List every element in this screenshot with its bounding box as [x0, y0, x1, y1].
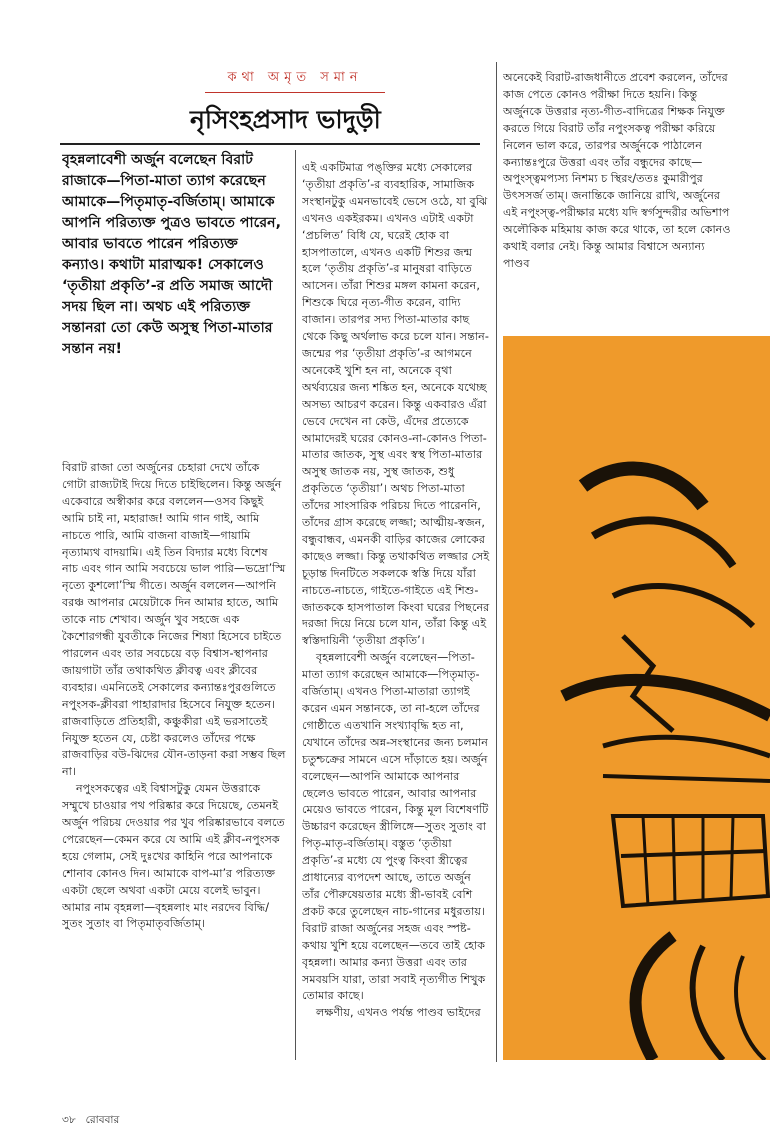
art-stroke [736, 956, 765, 1060]
art-stroke [643, 816, 733, 906]
art-stroke [603, 737, 770, 756]
column-divider [496, 62, 497, 1062]
paragraph: নপুংসকত্বের এই বিশ্বাসটুকু যেমন উত্তরাকে সম্মুখে চাওয়ার পথ পরিষ্কার করে দিয়েছে, তেমনই অর্জুন পরিচয় দেওয়ার পর খুব পরিষ্কারভাবে বলতে পেরেছেন—কেমন করে যে আমি এই ক্লীব-নপুংসক হয়ে গেলাম, সেই দুঃখের কাহিনি পরে আপনাকে শোনাব কোনও দিন। আমাকে বাপ-মা’র পরিত্যক্ত একটা ছেলে অথবা একটা মেয়ে বলেই ভাবুন। আমার নাম বৃহন্নলা—বৃহন্নলাং মাং নরদেব বিদ্ধি/সুতং সুতাং বা পিতৃমাতৃবর্জিতাম্। [62, 782, 285, 931]
paragraph: বিরাট রাজা তো অর্জুনের চেহারা দেখে তাঁকে গোটা রাজ্যটাই দিয়ে দিতে চাইছিলেন। কিন্তু অর্জুন একেবারে অস্বীকার করে বললেন—ওসব কিছুই আমি চাই না, মহারাজ! আমি গান গাই, আমি নাচতে পারি, আমি বাজনা বাজাই—গায়ামি নৃত্যাম্যথ বাদয়ামি। এই তিন বিদ্যার মধ্যে বিশেষ নাচ এবং গান আমি সবচেয়ে ভাল পারি—ভদ্রো’স্মি নৃত্যে কুশলো’স্মি গীতে। অর্জুন বললেন—আপনি বরঞ্চ আপনার মেয়েটাকে দিন আমার হাতে, আমি তাকে নাচ শেখাব। অর্জুন খুব সহজে এক কৈশোরগন্ধী যুবতীকে নিজের শিষ্যা হিসেবে চাইতে পারলেন এবং তার সবচেয়ে বড় বিশ্বাস-স্থাপনার জায়গাটা তাঁর তথাকথিত ক্লীবত্ব এবং ক্লীবের ব্যবহার। এমনিতেই সেকালের কন্যান্তঃপুরগুলিতে নপুংসক-ক্লীবরা পাহারাদার হিসেবে নিযুক্ত হতেন। রাজবাড়িতে প্রতিহারী, কঞ্চুকীরা এই ভরসাতেই নিযুক্ত হতেন যে, চেষ্টা করলেও তাঁদের পক্ষে রাজবাড়ির বউ-ঝিদের যৌন-তাড়না করা সম্ভব ছিল না। [62, 461, 286, 779]
paragraph: লক্ষণীয়, এখনও পর্যন্ত পাণ্ডব ভাইদের [316, 1006, 481, 1020]
illustration-artwork [503, 336, 770, 1060]
art-stroke [613, 816, 768, 906]
art-stroke [636, 936, 673, 1060]
column-1 [62, 460, 286, 1096]
pull-quote: বৃহন্নলাবেশী অর্জুন বলেছেন বিরাট রাজাকে—পিতা-মাতা ত্যাগ করেছেন আমাকে—পিতৃমাতৃ-বর্জিতাম্। আমাকে আপনি পরিত্যক্ত পুত্রও ভাবতে পারেন, আবার ভাবতে পারেন পরিত্যক্ত কন্যাও। কথাটা মারাত্মক! সেকালেও ‘তৃতীয়া প্রকৃতি’-র প্রতি সমাজ আদৌ সদয় ছিল না। অথচ এই পরিত্যক্ত সন্তানরা তো কেউ অসুস্থ পিতা-মাতার সন্তান নয়! [62, 152, 282, 357]
art-stroke [613, 586, 753, 626]
art-stroke [593, 520, 733, 566]
illustration [503, 336, 770, 1060]
section-name: রোববার [85, 1114, 120, 1126]
column-2 [302, 160, 490, 1065]
page-number: ৩৮ [62, 1114, 76, 1126]
header-rule [60, 143, 480, 145]
paragraph: এই একটিমাত্র পঙ্‌ক্তির মধ্যে সেকালের ‘তৃতীয়া প্রকৃতি’-র ব্যবহারিক, সামাজিক সংস্থানটুকু এমনভাবেই ভেসে ওঠে, যা বুঝি এখনও একইরকম। এখনও এটাই একটা ‘প্রচলিত’ বিধি যে, ঘরেই হোক বা হাসপাতালে, এখনও একটি শিশুর জন্ম হলে ‘তৃতীয় প্রকৃতি’-র মানুষরা বাড়িতে আসেন। তাঁরা শিশুর মঙ্গল কামনা করেন, শিশুকে ঘিরে নৃত্য-গীত করেন, বাদ্যি বাজান। তারপর সদ্য পিতা-মাতার কাছ থেকে কিছু অর্থলাভ করে চলে যান। সন্তান-জন্মের পর ‘তৃতীয়া প্রকৃতি’-র আগমনে অনেকেই খুশি হন না, অনেকে বৃথা অর্থব্যয়ের জন্য শঙ্কিত হন, অনেকে যথেচ্ছ অসভ্য আচরণ করেন। কিন্তু একবারও এঁরা ভেবে দেখেন না কেউ, এঁদের প্রত্যেকে আমাদেরই ঘরের কোনও-না-কোনও পিতা-মাতার জাতক, সুস্থ এবং স্বস্থ পিতা-মাতার অসুস্থ জাতক নয়, সুস্থ জাতক, শুধু প্রকৃতিতে ‘তৃতীয়া’। অথচ পিতা-মাতা তাঁদের সাংসারিক পরিচয় দিতে পারেননি, তাঁদের গ্রাস করেছে লজ্জা; আত্মীয়-স্বজন, বন্ধুবান্ধব, এমনকী বাড়ির কাজের লোকের কাছেও লজ্জা। কিন্তু তথাকথিত লজ্জার সেই চূড়ান্ত দিনটিতে সকলকে স্বস্তি দিয়ে যাঁরা নাচতে-নাচতে, গাইতে-গাইতে এই শিশু-জাতককে হাসপাতাল কিংবা ঘরের পিছনের দরজা দিয়ে নিয়ে চলে যান, তাঁরা কিন্তু এই স্বস্তিদায়িনী ‘তৃতীয়া প্রকৃতি’। [302, 161, 490, 648]
paragraph: অনেকেই বিরাট-রাজধানীতে প্রবেশ করলেন, তাঁদের কাজ পেতে কোনও পরীক্ষা দিতে হয়নি। কিন্তু অর্জুনকে উত্তরার নৃত্য-গীত-বাদিত্রের শিক্ষক নিযুক্ত করতে গিয়ে বিরাট তাঁর নপুংসকত্ব পরীক্ষা করিয়ে নিলেন ভাল করে, তারপর অর্জুনকে পাঠালেন কন্যান্তঃপুরে উত্তরা এবং তাঁর বন্ধুদের কাছে—অপুংস্ত্বমপ্যস্য নিশম্য চ স্থিরং/ততঃ কুমারীপুর উৎসসর্জ তাম্। জনান্তিকে জানিয়ে রাখি, অর্জুনের এই নপুংস্ত্ব-পরীক্ষার মধ্যে যদি স্বর্গসুন্দরীর অভিশাপ অলৌকিক মহিমায় কাজ করে থাকে, তা হলে কোনও কথাই বলার নেই। কিন্তু আমার বিশ্বাসে অন্যান্য পাণ্ডব [503, 71, 731, 270]
art-stroke [583, 469, 703, 506]
paragraph: বৃহন্নলাবেশী অর্জুন বলেছেন—পিতা-মাতা ত্যাগ করেছেন আমাকে—পিতৃমাতৃ-বর্জিতাম্। এখনও পিতা-মাতারা ত্যাগই করেন এমন সন্তানকে, তা না-হলে তাঁদের গোষ্ঠীতে এতখানি সংখ্যাবৃদ্ধি হত না, যেখানে তাঁদের অন্ন-সংস্থানের জন্য চলমান চতুশ্চক্রের সামনে এসে দাঁড়াতে হয়। অর্জুন বলেছেন—আপনি আমাকে আপনার ছেলেও ভাবতে পারেন, আবার আপনার মেয়েও ভাবতে পারেন, কিন্তু মূল বিশেষণটি উচ্চারণ করেছেন স্ত্রীলিঙ্গে—সুতং সুতাং বা পিতৃ-মাতৃ-বর্জিতাম্। বস্তুত ‘তৃতীয়া প্রকৃতি’-র মধ্যে যে পুংত্ব কিংবা স্ত্রীত্বের প্রাধান্যের ব্যপদেশ আছে, তাতে অর্জুন তাঁর পৌরুষেয়তার মধ্যে স্ত্রী-ভাবই বেশি প্রকট করে তুলেছেন নাচ-গানের মধুরতায়। বিরাট রাজা অর্জুনের সহজ এবং স্পষ্ট-কথায় খুশি হয়ে বলেছেন—তবে তাই হোক বৃহন্নলা। আমার কন্যা উত্তরা এবং তার সমবয়সি যারা, তারা সবাই নৃত্যগীত শিখুক তোমার কাছে। [302, 651, 489, 1003]
column-divider [295, 150, 296, 1060]
art-stroke [621, 851, 765, 856]
art-stroke [693, 946, 723, 1060]
page-footer [62, 1113, 119, 1130]
column-3 [503, 70, 733, 320]
art-stroke [603, 776, 770, 781]
art-stroke [563, 680, 770, 716]
kicker-underline [205, 92, 385, 93]
kicker-label: কথা অমৃত সমান [227, 70, 363, 85]
author-name: নৃসিংহপ্রসাদ ভাদুড়ী [190, 105, 381, 134]
